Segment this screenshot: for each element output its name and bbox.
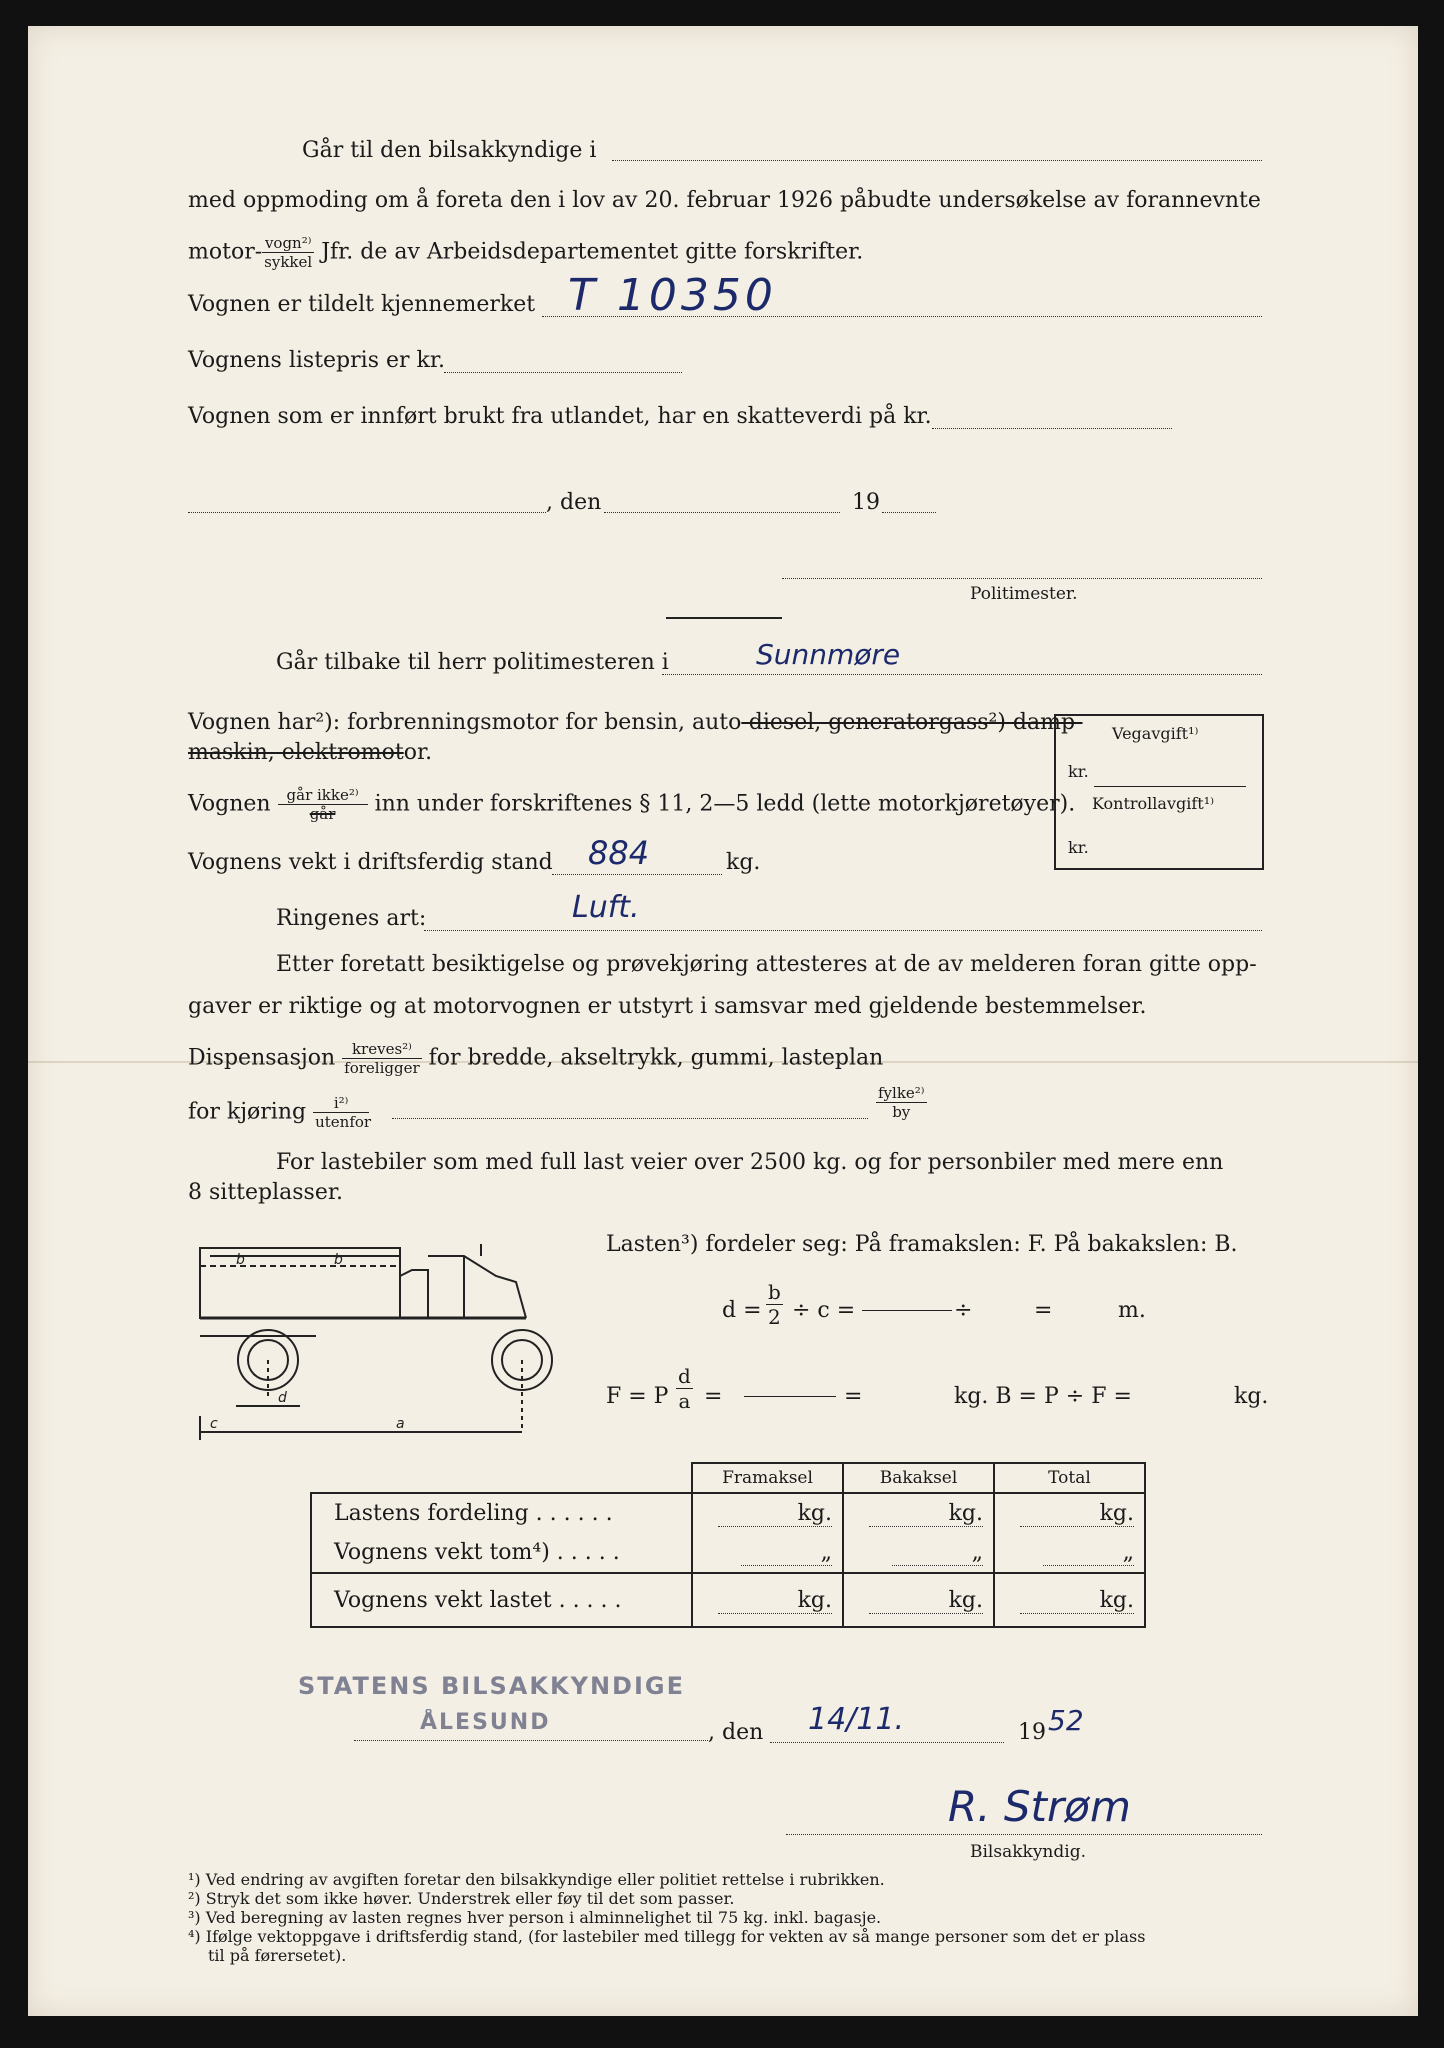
vegavgift-label: Vegavgift¹⁾	[1112, 724, 1199, 743]
skatteverdi-field[interactable]	[932, 428, 1172, 429]
table-cell[interactable]: „	[994, 1533, 1145, 1573]
formula-blank-1[interactable]	[862, 1310, 952, 1311]
header-line3	[188, 234, 863, 271]
ringenes-value: Luft.	[572, 890, 640, 925]
row-label: Vognens vekt lastet . . . . .	[311, 1573, 692, 1627]
kreves-fraction: $\frac{\text{kreves²⁾}}{\text{foreligger}}$	[344, 1040, 420, 1077]
row-label: Vognens vekt tom⁴) . . . . .	[311, 1533, 692, 1573]
section-divider	[666, 617, 782, 619]
truck-intro2: 8 sitteplasser.	[188, 1180, 343, 1205]
formula-d: d =	[722, 1298, 762, 1323]
den-label-2: , den	[708, 1720, 764, 1745]
formula-div: ÷	[954, 1298, 973, 1323]
year-label-1: 19	[852, 490, 880, 515]
skatteverdi-label: Vognen som er innført brukt fra utlandet, har en skatteverdi på kr.	[188, 404, 932, 429]
vognen-line: Vognen $\frac{\text{går ikke²⁾}}{\text{går}}$ inn under forskriftenes § 11, 2—5 ledd (lette motorkjøretøyer).	[188, 786, 1076, 823]
fylke-field[interactable]	[392, 1118, 868, 1119]
header-line2: med oppmoding om å foreta den i lov av 20. februar 1926 påbudte undersøkelse av forannevnte	[188, 188, 1261, 213]
fee-box	[1054, 714, 1264, 870]
header-framaksel: Framaksel	[692, 1463, 843, 1493]
row-label: Lastens fordeling . . . . . .	[311, 1493, 692, 1533]
footnote-4-cont: til på førersetet).	[208, 1946, 347, 1965]
header-line1: Går til den bilsakkyndige i	[302, 138, 597, 163]
diagram-label-c: c	[210, 1416, 218, 1432]
ringenes-field[interactable]	[424, 930, 1262, 931]
footnote-3: ³) Ved beregning av lasten regnes hver person i alminnelighet til 75 kg. inkl. bagasje.	[188, 1908, 882, 1927]
fylke-by-fraction: $\frac{\text{fylke²⁾}}{by}$	[878, 1084, 925, 1121]
footnote-1: ¹) Ved endring av avgiften foretar den bilsakkyndige eller politiet rettelse i rubrikken.	[188, 1870, 885, 1889]
footnote-4: ⁴) Ifølge vektoppgave i driftsferdig stand, (for lastebiler med tillegg for vekten av så mange personer som det er plass	[188, 1927, 1146, 1946]
stamp-line1: STATENS BILSAKKYNDIGE	[298, 1672, 685, 1700]
formula-eq: =	[1034, 1298, 1053, 1323]
header-total: Total	[994, 1463, 1145, 1493]
politimester-place-field[interactable]	[662, 674, 1262, 675]
d-over-a-fraction: $\frac{d}{a}$	[678, 1364, 691, 1413]
vogn-sykkel-fraction: $\frac{\text{vogn²⁾}}{\text{sykkel}}$	[264, 234, 313, 271]
table-cell[interactable]: kg.	[692, 1573, 843, 1627]
kontrollavgift-label: Kontrollavgift¹⁾	[1092, 794, 1215, 813]
formula-kg-B: kg. B = P ÷ F =	[954, 1384, 1132, 1409]
table-row	[311, 1493, 1145, 1533]
table-row	[311, 1533, 1145, 1573]
bilsakkyndig-signature-field[interactable]	[786, 1834, 1262, 1835]
table-cell[interactable]: „	[843, 1533, 994, 1573]
attest-line2: gaver er riktige og at motorvognen er utstyrt i samsvar med gjeldende bestemmelser.	[188, 994, 1147, 1019]
den-label-1: , den	[546, 490, 602, 515]
date-field-2[interactable]	[770, 1742, 1004, 1743]
footnote-2: ²) Stryk det som ikke høver. Understrek eller føy til det som passer.	[188, 1889, 735, 1908]
politimester-place-value: Sunnmøre	[756, 638, 901, 671]
diagram-label-d: d	[278, 1390, 287, 1406]
kjennemerke-value: T 10350	[568, 270, 777, 321]
return-line1: Går tilbake til herr politimesteren i	[276, 650, 669, 675]
lasten-line: Lasten³) fordeler seg: På framakslen: F. På bakakslen: B.	[606, 1232, 1238, 1257]
table-cell[interactable]: kg.	[843, 1573, 994, 1627]
motor-prefix: motor-	[188, 239, 263, 265]
kjoring-line: for kjøring $\frac{\text{i²⁾}}{\text{utenfor}}$	[188, 1094, 372, 1131]
year-prefix-2: 19	[1018, 1720, 1046, 1745]
year-value-2: 52	[1048, 1704, 1084, 1737]
b-over-2-fraction: $\frac{b}{2}$	[768, 1280, 781, 1329]
kontrollavgift-kr: kr.	[1068, 838, 1089, 857]
truck-intro1: For lastebiler som med full last veier over 2500 kg. og for personbiler med mere enn	[276, 1150, 1224, 1175]
signature-handwritten: R. Strøm	[948, 1782, 1131, 1831]
year-field-1[interactable]	[882, 512, 936, 513]
place-field[interactable]	[188, 512, 546, 513]
vekt-unit: kg.	[726, 850, 761, 875]
table-cell[interactable]: kg.	[843, 1493, 994, 1533]
table-cell[interactable]: kg.	[692, 1493, 843, 1533]
table-cell[interactable]: „	[692, 1533, 843, 1573]
date-value: 14/11.	[808, 1702, 904, 1737]
gar-fraction: $\frac{\text{går ikke²⁾}}{\text{går}}$	[278, 786, 368, 823]
truck-diagram	[196, 1236, 562, 1452]
table-cell[interactable]: kg.	[994, 1573, 1145, 1627]
table-row	[311, 1573, 1145, 1627]
vegavgift-kr: kr.	[1068, 762, 1089, 781]
header-bakaksel: Bakaksel	[843, 1463, 994, 1493]
motor-type-line1: Vognen har²): forbrenningsmotor for bensin, auto-diesel, generatorgass²) damp-	[188, 710, 1083, 735]
listepris-field[interactable]	[444, 372, 682, 373]
forskrifter-text: Jfr. de av Arbeidsdepartementet gitte forskrifter.	[321, 239, 864, 265]
vekt-label: Vognens vekt i driftsferdig stand	[188, 850, 553, 875]
formula-eq2: =	[704, 1384, 723, 1409]
date-field-1[interactable]	[604, 512, 840, 513]
diagram-label-b2: b	[334, 1252, 343, 1268]
diagram-label-a: a	[396, 1416, 405, 1432]
vekt-value: 884	[588, 834, 650, 872]
dispensasjon-line: Dispensasjon $\frac{\text{kreves²⁾}}{\text{foreligger}}$ for bredde, akseltrykk, gummi, lasteplan	[188, 1040, 884, 1077]
formula-blank-2[interactable]	[744, 1396, 836, 1397]
formula-m: m.	[1118, 1298, 1146, 1323]
listepris-label: Vognens listepris er kr.	[188, 348, 445, 373]
diagram-label-b: b	[236, 1252, 245, 1268]
i-utenfor-fraction: $\frac{\text{i²⁾}}{\text{utenfor}}$	[315, 1094, 372, 1131]
table-cell[interactable]: kg.	[994, 1493, 1145, 1533]
place-field-2[interactable]	[354, 1740, 708, 1741]
load-table	[310, 1462, 1146, 1628]
kjennemerke-label: Vognen er tildelt kjennemerket	[188, 292, 536, 317]
attest-line1: Etter foretatt besiktigelse og prøvekjøring attesteres at de av melderen foran gitte opp-	[276, 952, 1257, 977]
bilsakkyndige-field[interactable]	[612, 160, 1262, 161]
politimester-label: Politimester.	[970, 584, 1078, 604]
stamp-line2: ÅLESUND	[420, 1710, 551, 1735]
formula-eq3: =	[844, 1384, 863, 1409]
motor-type-line2: maskin, elektromotor.	[188, 740, 433, 765]
ringenes-label: Ringenes art:	[276, 906, 427, 931]
truck-cargo-bed	[200, 1248, 400, 1318]
formula-c: ÷ c =	[792, 1298, 856, 1323]
bilsakkyndig-label: Bilsakkyndig.	[970, 1842, 1086, 1862]
truck-cab	[428, 1256, 526, 1318]
politimester-signature-field[interactable]	[782, 578, 1262, 579]
formula-kg2: kg.	[1234, 1384, 1269, 1409]
vegavgift-line[interactable]	[1094, 786, 1246, 787]
formula-F: F = P	[606, 1384, 669, 1409]
document-page	[28, 26, 1418, 2016]
vekt-field[interactable]	[552, 874, 722, 875]
